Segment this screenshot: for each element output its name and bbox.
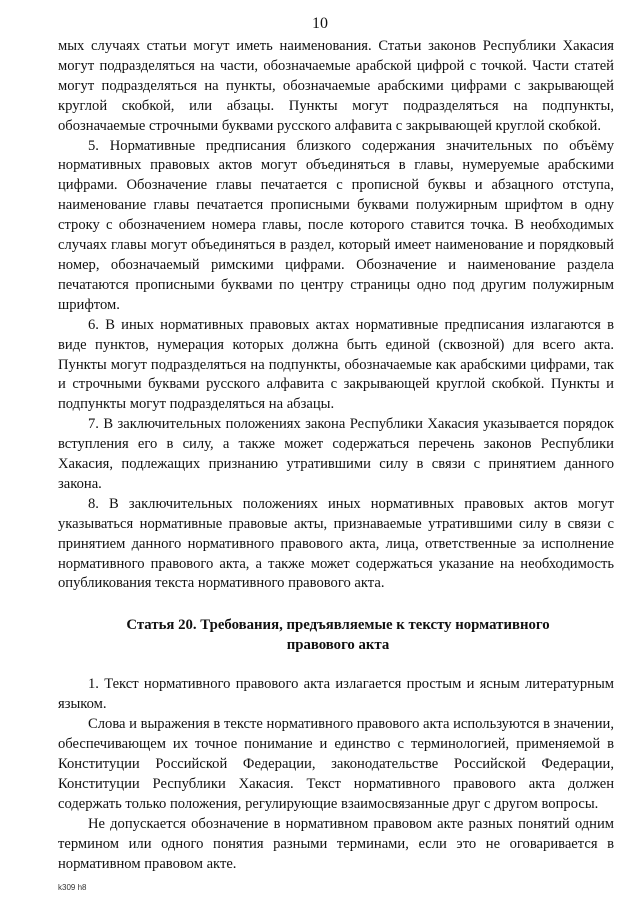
- document-body: [58, 37, 614, 874]
- paragraph-item-5: 5. Нормативные предписания близкого содержания значительных по объёму нормативных правовых актов могут объединяться в главы, нумеруемые арабскими цифрами. Обозначение главы печатается с прописной буквы и абзацного отступа, наименование главы печатается прописными буквами полужирным шрифтом в одну строку с обозначением номера главы, после которого ставится точка. В необходимых случаях главы могут объединяться в раздел, который имеет наименование и порядковый номер, обозначаемый римскими цифрами. Обозначение и наименование раздела печатаются прописными буквами по центру страницы одно под другим полужирным шрифтом.: [58, 137, 614, 313]
- paragraph-item-8: 8. В заключительных положениях иных нормативных правовых актов могут указываться нормативные правовые акты, признаваемые утратившими силу в связи с принятием данного нормативного правового акта, лица, ответственные за исполнение нормативного правового акта, а также может содержаться указание на необходимость опубликования текста нормативного правового акта.: [58, 495, 614, 592]
- paragraph-item-6: 6. В иных нормативных правовых актах нормативные предписания излагаются в виде пунктов, нумерация которых должна быть единой (сквозной) для всего акта. Пункты могут подразделяться на подпункты, обозначаемые как арабскими цифрами, так и строчными буквами русского алфавита с закрывающей круглой скобкой. Пункты и подпункты могут подразделяться на абзацы.: [58, 316, 614, 413]
- paragraph-article-3: Не допускается обозначение в нормативном правовом акте разных понятий одним термином или одного понятия разными терминами, если это не оговаривается в нормативном правовом акте.: [58, 815, 614, 872]
- article-heading: [58, 616, 614, 655]
- article-heading-line-2: правового акта: [286, 636, 390, 653]
- paragraph-item-7: 7. В заключительных положениях закона Республики Хакасия указывается порядок вступления его в силу, а также может содержаться перечень законов Республики Хакасия, подлежащих признанию утратившими силу в связи с принятием данного закона.: [58, 416, 614, 492]
- article-heading-line-1: Статья 20. Требования, предъявляемые к тексту нормативного: [126, 617, 550, 634]
- paragraph-article-2: Слова и выражения в тексте нормативного правового акта используются в значении, обеспечивающем их точное понимание и единство с терминологией, применяемой в Конституции Российской Федерации, законодательстве Российской Федерации, Конституции Республики Хакасия. Текст нормативного правового акта должен содержать только положения, регулирующие взаимосвязанные друг с другом вопросы.: [58, 716, 614, 812]
- paragraph-article-1: 1. Текст нормативного правового акта излагается простым и ясным литературным языком.: [58, 676, 614, 713]
- page-number: 10: [312, 15, 328, 32]
- paragraph-continuation: мых случаях статьи могут иметь наименования. Статьи законов Республики Хакасия могут подразделяться на части, обозначаемые арабской цифрой с точкой. Части статей могут подразделяться на пункты, обозначаемые арабскими цифрами с закрывающей круглой скобкой, или абзацы. Пункты могут подразделяться на подпункты, обозначаемые строчными буквами русского алфавита с закрывающей круглой скобкой.: [58, 38, 614, 134]
- footer-code: k309 h8: [58, 883, 87, 892]
